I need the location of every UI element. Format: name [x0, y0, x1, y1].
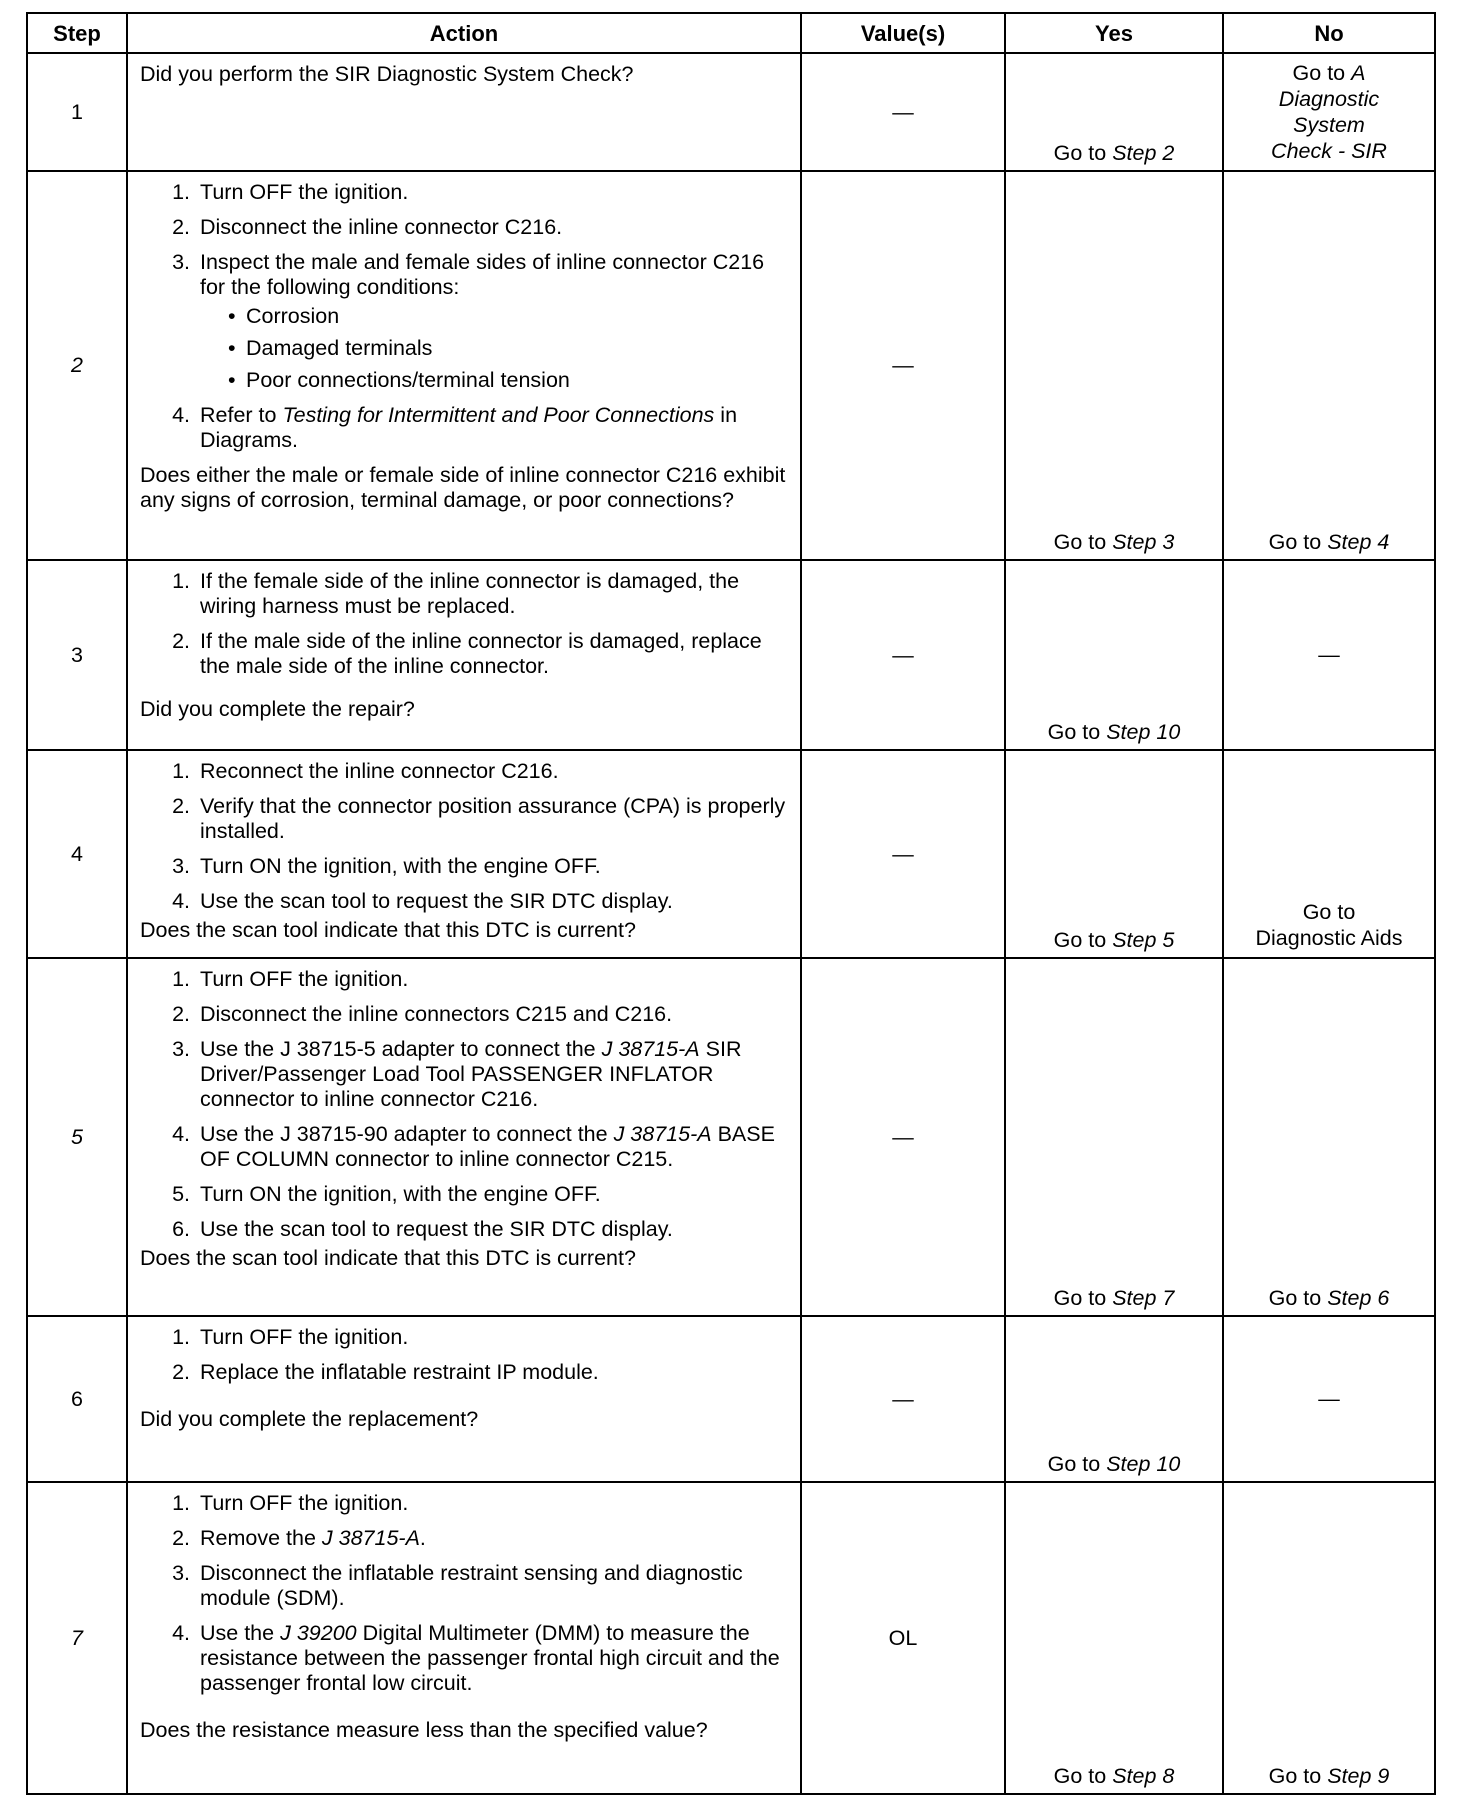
- action-item: 2. Disconnect the inline connector C216.: [196, 215, 788, 240]
- no-link[interactable]: Go to Diagnostic Aids: [1255, 900, 1403, 950]
- action-item: 1. Turn OFF the ignition.: [196, 967, 788, 992]
- action-item: 4. Refer to Testing for Intermittent and Poor Connections in Diagrams.: [196, 403, 788, 453]
- action-item: 2. Verify that the connector position assurance (CPA) is properly installed.: [196, 794, 788, 844]
- action-item: 1. Reconnect the inline connector C216.: [196, 759, 788, 784]
- step-number: 7: [27, 1482, 127, 1794]
- value-cell: —: [801, 53, 1005, 171]
- value-cell: —: [801, 171, 1005, 560]
- question-text: Did you complete the repair?: [140, 697, 415, 721]
- table-row: [27, 750, 1435, 958]
- no-link[interactable]: Step 6: [1327, 1286, 1390, 1310]
- table-row: [27, 171, 1435, 560]
- action-item: 3. Disconnect the inflatable restraint sensing and diagnostic module (SDM).: [196, 1561, 788, 1611]
- action-item: 5. Turn ON the ignition, with the engine OFF.: [196, 1182, 788, 1207]
- no-cell: Go to Step 9: [1223, 1482, 1435, 1794]
- yes-cell: Go to Step 10: [1005, 1316, 1223, 1482]
- refer-doc[interactable]: Diagrams: [200, 428, 292, 452]
- no-link-line: Diagnostic: [1278, 87, 1380, 111]
- action-item: 2. Replace the inflatable restraint IP module.: [196, 1360, 788, 1385]
- no-dash: —: [1318, 642, 1340, 667]
- action-cell: [127, 560, 801, 750]
- yes-cell: [1005, 53, 1223, 171]
- step-number: 6: [27, 1316, 127, 1482]
- table-row: [27, 53, 1435, 171]
- action-item: 1. Turn OFF the ignition.: [196, 1491, 788, 1516]
- action-list: [140, 569, 788, 679]
- tool-link[interactable]: J 38715-A: [321, 1526, 420, 1550]
- table-row: [27, 1482, 1435, 1794]
- no-link[interactable]: Step 9: [1327, 1764, 1390, 1788]
- yes-cell: Go to Step 7: [1005, 958, 1223, 1316]
- step-number: 2: [27, 171, 127, 560]
- header-row: [27, 13, 1435, 53]
- action-item: 2. Remove the J 38715-A.: [196, 1526, 788, 1551]
- step-number: 1: [27, 53, 127, 171]
- question-text: Does the resistance measure less than the specified value?: [140, 1718, 708, 1742]
- step-number: 5: [27, 958, 127, 1316]
- yes-cell: Go to Step 3: [1005, 171, 1223, 560]
- no-link[interactable]: Step 4: [1327, 530, 1390, 554]
- no-cell: [1223, 1316, 1435, 1482]
- action-item: 1. If the female side of the inline connector is damaged, the wiring harness must be replaced.: [196, 569, 788, 619]
- no-prefix: Go to: [1292, 61, 1352, 85]
- table-row: [27, 958, 1435, 1316]
- condition-item: • Corrosion: [234, 304, 788, 329]
- refer-link[interactable]: Testing for Intermittent and Poor Connections: [282, 403, 715, 427]
- action-item: 6. Use the scan tool to request the SIR DTC display.: [196, 1217, 788, 1242]
- tool-link[interactable]: J 38715-A: [601, 1037, 700, 1061]
- header-no: No: [1223, 13, 1435, 53]
- action-item: 3. Turn ON the ignition, with the engine OFF.: [196, 854, 788, 879]
- action-item: 3. Use the J 38715-5 adapter to connect the J 38715-A SIR Driver/Passenger Load Tool PASSENGER INFLATOR connector to inline connector C216.: [196, 1037, 788, 1112]
- yes-link[interactable]: Step 5: [1112, 928, 1175, 952]
- action-cell: [127, 1482, 801, 1794]
- action-item: 3. Inspect the male and female sides of inline connector C216 for the following conditions: • Corrosion • Damaged terminals • Poor connections/terminal tension: [196, 250, 788, 393]
- meter-link[interactable]: J 39200: [280, 1621, 357, 1645]
- action-item: 2. If the male side of the inline connector is damaged, replace the male side of the inline connector.: [196, 629, 788, 679]
- header-yes: Yes: [1005, 13, 1223, 53]
- no-dash: —: [1318, 1386, 1340, 1411]
- action-cell: [127, 750, 801, 958]
- no-link-line: Check - SIR: [1271, 139, 1387, 163]
- action-cell: [127, 171, 801, 560]
- action-item: 4. Use the J 38715-90 adapter to connect the J 38715-A BASE OF COLUMN connector to inline connector C215.: [196, 1122, 788, 1172]
- action-item: 1. Turn OFF the ignition.: [196, 180, 788, 205]
- no-link-first: A: [1351, 61, 1366, 85]
- question-text: Does the scan tool indicate that this DTC is current?: [140, 1246, 636, 1270]
- no-cell: [1223, 560, 1435, 750]
- action-item: 4. Use the scan tool to request the SIR DTC display.: [196, 889, 788, 914]
- no-cell: Go to Step 4: [1223, 171, 1435, 560]
- value-cell: —: [801, 750, 1005, 958]
- action-cell: [127, 958, 801, 1316]
- condition-item: • Poor connections/terminal tension: [234, 368, 788, 393]
- diagnostic-table: [26, 12, 1436, 1795]
- question-text: Did you perform the SIR Diagnostic System Check?: [140, 62, 634, 86]
- yes-prefix: Go to: [1053, 141, 1113, 165]
- yes-link[interactable]: Step 10: [1106, 1452, 1181, 1476]
- yes-cell: Go to Step 5: [1005, 750, 1223, 958]
- action-list: [140, 967, 788, 1242]
- action-item: 2. Disconnect the inline connectors C215 and C216.: [196, 1002, 788, 1027]
- value-cell: —: [801, 958, 1005, 1316]
- value-cell: —: [801, 1316, 1005, 1482]
- yes-link[interactable]: Step 2: [1112, 141, 1175, 165]
- value-cell: OL: [801, 1482, 1005, 1794]
- step-number: 4: [27, 750, 127, 958]
- yes-link[interactable]: Step 8: [1112, 1764, 1175, 1788]
- table-row: [27, 560, 1435, 750]
- no-cell: [1223, 750, 1435, 958]
- header-values: Value(s): [801, 13, 1005, 53]
- action-list: [140, 1325, 788, 1385]
- no-link-line: System: [1293, 113, 1365, 137]
- action-cell: [127, 53, 801, 171]
- yes-link[interactable]: Step 7: [1112, 1286, 1175, 1310]
- condition-list: [200, 304, 788, 393]
- tool-link[interactable]: J 38715-A: [613, 1122, 712, 1146]
- action-list: [140, 180, 788, 453]
- question-text: Does the scan tool indicate that this DTC is current?: [140, 918, 636, 942]
- step-number: 3: [27, 560, 127, 750]
- yes-cell: Go to Step 8: [1005, 1482, 1223, 1794]
- header-step: Step: [27, 13, 127, 53]
- no-link[interactable]: [1224, 60, 1434, 164]
- yes-link[interactable]: Step 3: [1112, 530, 1175, 554]
- question-text: Did you complete the replacement?: [140, 1407, 479, 1431]
- action-cell: [127, 1316, 801, 1482]
- no-cell: [1223, 53, 1435, 171]
- yes-link[interactable]: Step 10: [1106, 720, 1181, 744]
- action-list: [140, 759, 788, 914]
- action-list: [140, 1491, 788, 1696]
- table-row: [27, 1316, 1435, 1482]
- no-cell: Go to Step 6: [1223, 958, 1435, 1316]
- yes-cell: Go to Step 10: [1005, 560, 1223, 750]
- action-item: 1. Turn OFF the ignition.: [196, 1325, 788, 1350]
- question-text: Does either the male or female side of inline connector C216 exhibit any signs of corrosion, terminal damage, or poor connections?: [140, 463, 786, 512]
- value-cell: —: [801, 560, 1005, 750]
- action-item: 4. Use the J 39200 Digital Multimeter (DMM) to measure the resistance between the passenger frontal high circuit and the passenger frontal low circuit.: [196, 1621, 788, 1696]
- header-action: Action: [127, 13, 801, 53]
- condition-item: • Damaged terminals: [234, 336, 788, 361]
